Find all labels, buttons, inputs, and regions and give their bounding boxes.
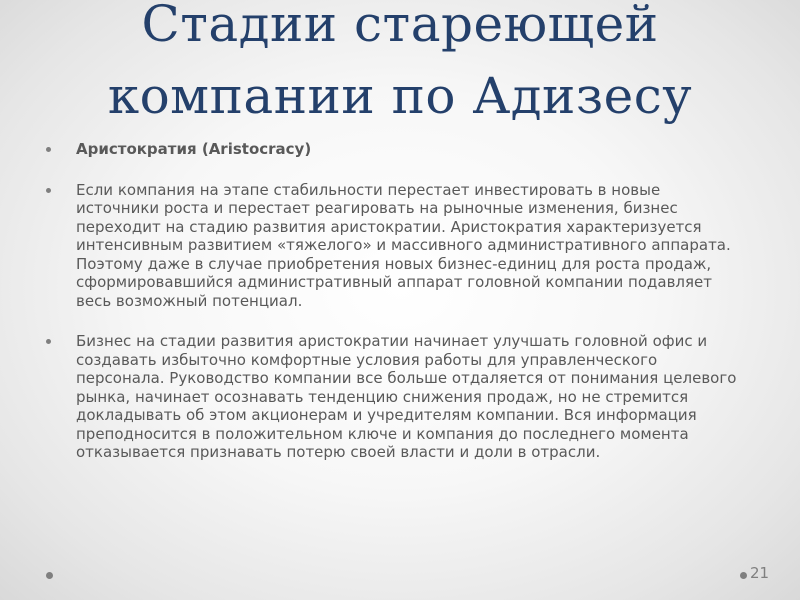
page-number: 21 xyxy=(750,564,770,582)
bullet-dot-icon xyxy=(46,147,51,152)
bullet-paragraph-1-text: Если компания на этапе стабильности перестает инвестировать в новые источники роста и перестает реагировать на рыночные изменения, бизнес переходит на стадию развития аристократии. Аристократия характеризуется интенсивным развитием «тяжелого» и массивного административного аппарата. Поэтому даже в случае приобретения новых бизнес-единиц для роста продаж, сформировавшийся административный аппарат головной компании подавляет весь возможный потенциал. xyxy=(76,180,731,310)
bullet-paragraph-2-text: Бизнес на стадии развития аристократии начинает улучшать головной офис и создавать избыточно комфортные условия работы для управленческого персонала. Руководство компании все больше отдаляется от понимания целевого рынка, начинает осознавать тенденцию снижения продаж, но не стремится докладывать об этом акционерам и учредителям компании. Вся информация преподносится в положительном ключе и компания до последнего момента отказывается признавать потерю своей власти и доли в отрасли. xyxy=(76,332,737,461)
bullet-list xyxy=(46,140,746,462)
slide-title-line-1: Стадии стареющей xyxy=(141,0,659,53)
bullet-heading-text: Аристократия (Aristocracy) xyxy=(76,140,312,158)
bullet-heading xyxy=(46,140,746,159)
bullet-paragraph-1 xyxy=(46,181,746,311)
bullet-dot-icon xyxy=(46,339,51,344)
bullet-paragraph-2 xyxy=(46,332,746,462)
bullet-dot-icon xyxy=(46,188,51,193)
slide-title xyxy=(0,0,800,132)
slide-title-line-2: компании по Адизесу xyxy=(107,67,693,125)
footer-left-dot-icon xyxy=(46,572,53,579)
footer-right-dot-icon xyxy=(740,572,747,579)
